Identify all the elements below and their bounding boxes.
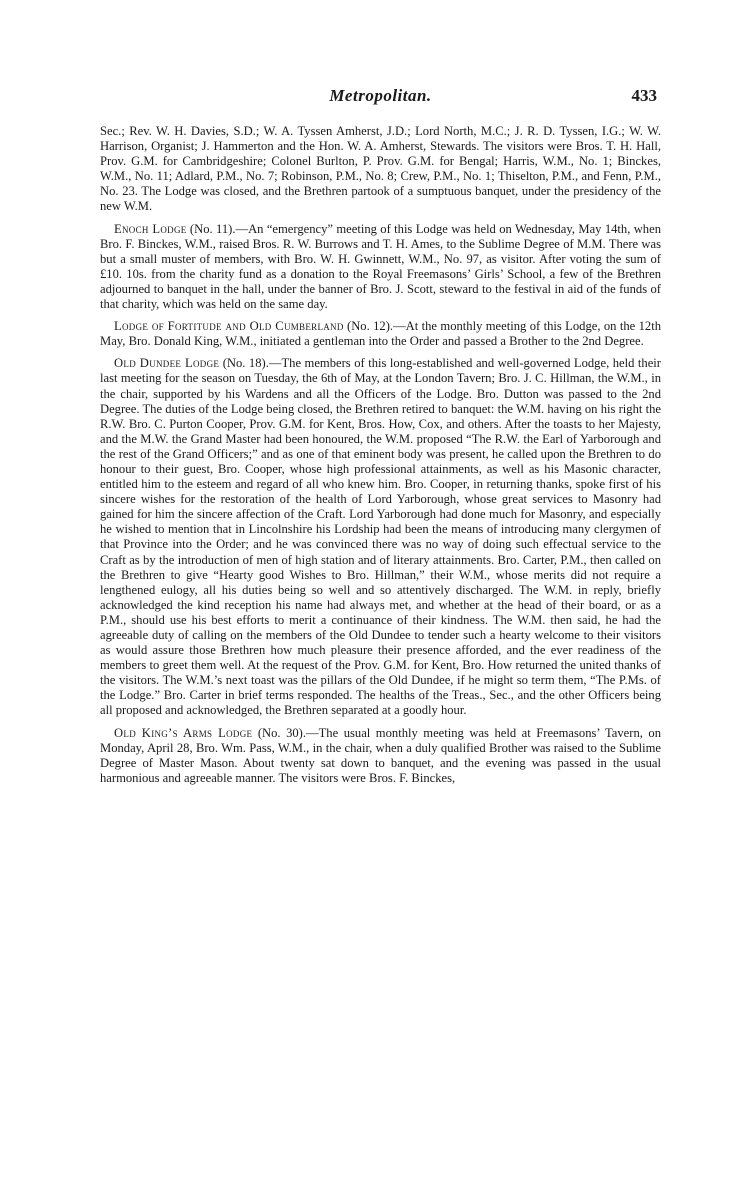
paragraph-enoch-lodge (100, 222, 661, 313)
paragraph-old-dundee-lodge (100, 356, 661, 718)
paragraph-text: Sec.; Rev. W. H. Davies, S.D.; W. A. Tyssen Amherst, J.D.; Lord North, M.C.; J. R. D. Tyssen, I.G.; W. W. Harrison, Organist; J. Hammerton and the Hon. W. A. Amherst, Stewards. The visitors were Bros. T. H. Hall, Prov. G.M. for Cambridgeshire; Colonel Burlton, P. Prov. G.M. for Bengal; Harris, W.M., No. 1; Binckes, W.M., No. 11; Adlard, P.M., No. 7; Robinson, P.M., No. 8; Crew, P.M., No. 1; Thiselton, P.M., and Fenn, P.M., No. 23. The Lodge was closed, and the Brethren partook of a sumptuous banquet, under the presidency of the new W.M. (100, 124, 661, 214)
paragraph-text: (No. 11).—An “emergency” meeting of this Lodge was held on Wednesday, May 14th, when Bro. F. Binckes, W.M., raised Bros. R. W. Burrows and T. H. Ames, to the Sublime Degree of M.M. There was but a small muster of members, with Bro. W. H. Gwinnett, W.M., No. 97, as visitor. After voting the sum of £10. 10s. from the charity fund as a donation to the Royal Freemasons’ Girls’ School, a few of the Brethren adjourned to banquet in the hall, under the banner of Bro. J. Scott, steward to the festival in aid of the funds of that charity, which was held on the same day. (100, 221, 661, 312)
article-body (100, 124, 661, 786)
page-header (100, 86, 661, 116)
lodge-name: Lodge of Fortitude and Old Cumberland (114, 319, 344, 334)
paragraph-old-kings-arms-lodge (100, 726, 661, 786)
lodge-name: Enoch Lodge (114, 221, 187, 236)
paragraph-text: (No. 12).—At the monthly meeting of this Lodge, on the 12th May, Bro. Donald King, W.M., initiated a gentleman into the Order and passed a Brother to the 2nd Degree. (100, 319, 661, 349)
lodge-name: Old Dundee Lodge (114, 356, 220, 371)
page-number: 433 (631, 86, 657, 105)
document-page (0, 86, 731, 1192)
paragraph-lodge-of-fortitude (100, 319, 661, 349)
running-title: Metropolitan. (329, 86, 432, 105)
paragraph-continuation (100, 124, 661, 215)
lodge-name: Old King’s Arms Lodge (114, 725, 253, 740)
paragraph-text: (No. 18).—The members of this long-established and well-governed Lodge, held their last meeting for the season on Tuesday, the 6th of May, at the London Tavern; Bro. J. C. Hillman, the W.M., in the chair, supported by his Wardens and all the Officers of the Lodge. Bro. Dutton was passed to the 2nd Degree. The duties of the Lodge being closed, the Brethren retired to banquet: the W.M. having on his right the R.W. Bro. C. Purton Cooper, Prov. G.M. for Kent, Bros. How, Cox, and others. After the toasts to her Majesty, and the M.W. the Grand Master had been honoured, the W.M. proposed “The R.W. the Earl of Yarborough and the rest of the Grand Officers;” and as one of that eminent body was present, he called upon the Brethren to do honour to their guest, Bro. Cooper, whose high professional attainments, as well as his Masonic character, entitled him to the esteem and regard of all who knew him. Bro. Cooper, in returning thanks, spoke first of his sincere wishes for the restoration of the health of Lord Yarborough, whose great services to Masonry had gained for him the sincere affection of the Craft. Lord Yarborough had done much for Masonry, and especially he wished to mention that in Lincolnshire his Lordship had been the means of introducing many clergymen of that Province into the Order; and he was convinced there was no way of doing such effectual service to the Craft as by the introduction of men of high station and of literary attainments. Bro. Carter, P.M., then called on the Brethren to give “Hearty good Wishes to Bro. Hillman,” their W.M., whose merits did not require a lengthened eulogy, all his duties being so well and so attentively discharged. The W.M. in reply, briefly acknowledged the kind reception his name had always met, and whether at the head of their board, or as a P.M., should use his best efforts to merit a continuance of their kindness. The W.M. then said, he had the agreeable duty of calling on the members of the Old Dundee to tender such a hearty welcome to their visitors as would assure those Brethren how much pleasure their presence afforded, and the ever readiness of the members to greet them well. At the request of the Prov. G.M. for Kent, Bro. How returned the united thanks of the visitors. The W.M.’s next toast was the pillars of the Old Dundee, if he might so term them, “The P.Ms. of the Lodge.” Bro. Carter in brief terms responded. The healths of the Treas., Sec., and the other Officers being all proposed and acknowledged, the Brethren separated at a goodly hour. (100, 356, 661, 718)
paragraph-text: (No. 30).—The usual monthly meeting was held at Freemasons’ Tavern, on Monday, April 28, Bro. Wm. Pass, W.M., in the chair, when a duly qualified Brother was raised to the Sublime Degree of Master Mason. About twenty sat down to banquet, and the evening was passed in the usual harmonious and agreeable manner. The visitors were Bros. F. Binckes, (100, 725, 661, 785)
